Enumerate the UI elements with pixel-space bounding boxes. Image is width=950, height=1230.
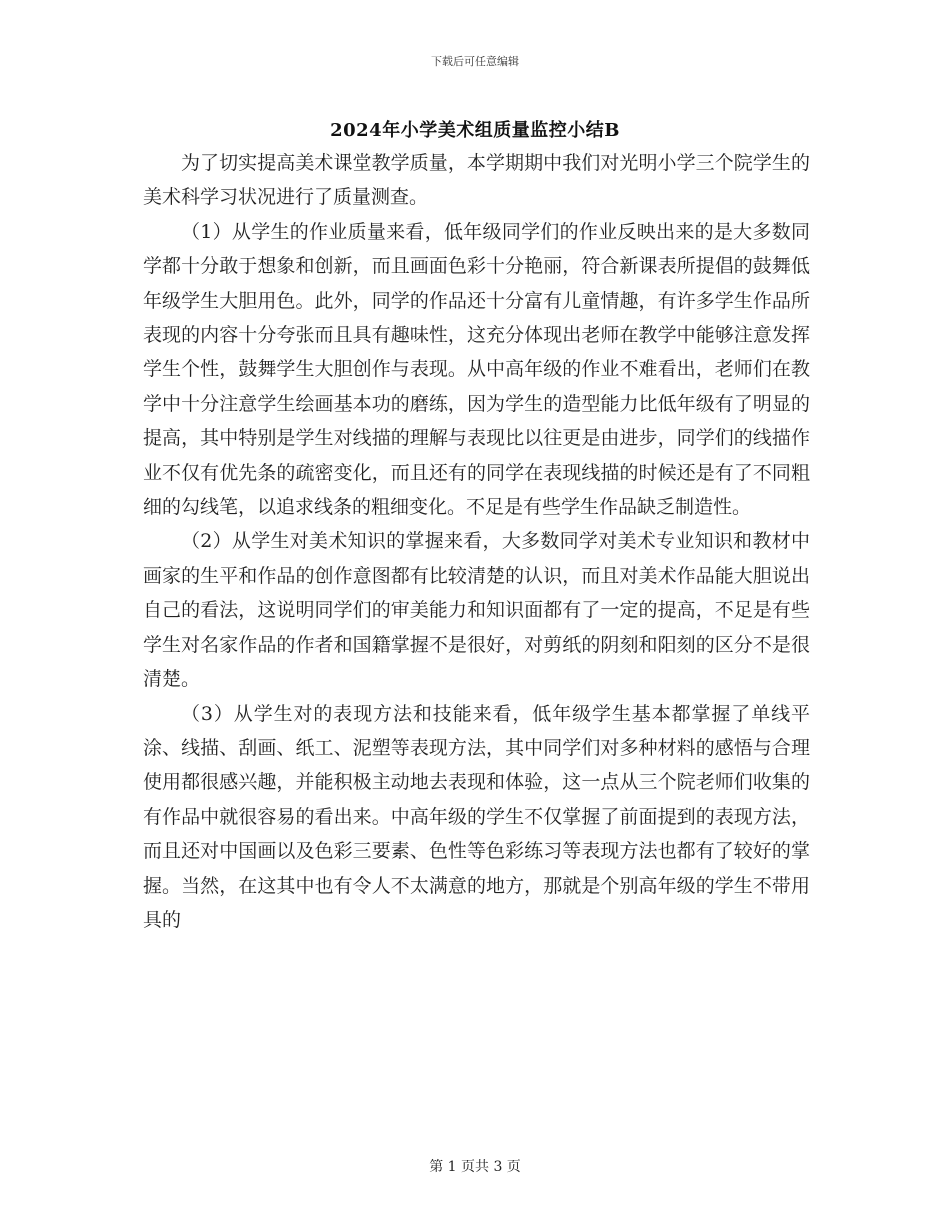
page-indicator: 第 1 页共 3 页 xyxy=(429,1159,521,1175)
paragraph-intro: 为了切实提高美术课堂教学质量，本学期期中我们对光明小学三个院学生的美术科学习状况进行了质量测查。 xyxy=(143,152,810,209)
paragraph-homework-quality: （1）从学生的作业质量来看，低年级同学们的作业反映出来的是大多数同学都十分敢于想象和创新，而且画面色彩十分艳丽，符合新课表所提倡的鼓舞低年级学生大胆用色。此外，同学的作品还十分富有儿童情趣，有许多学生作品所表现的内容十分夸张而且具有趣味性，这充分体现出老师在教学中能够注意发挥学生个性，鼓舞学生大胆创作与表现。从中高年级的作业不难看出，老师们在教学中十分注意学生绘画基本功的磨练，因为学生的造型能力比低年级有了明显的提高，其中特别是学生对线描的理解与表现比以往更是由进步，同学们的线描作业不仅有优先条的疏密变化，而且还有的同学在表现线描的时候还是有了不同粗细的勾线笔，以追求线条的粗细变化。不足是有些学生作品缺乏制造性。 xyxy=(143,220,810,519)
document-body xyxy=(143,146,810,937)
header-note: 下载后可任意编辑 xyxy=(431,55,519,68)
paragraph-art-knowledge: （2）从学生对美术知识的掌握来看，大多数同学对美术专业知识和教材中画家的生平和作品的创作意图都有比较清楚的认识，而且对美术作品能大胆说出自己的看法，这说明同学们的审美能力和知识面都有了一定的提高，不足是有些学生对名家作品的作者和国籍掌握不是很好，对剪纸的阴刻和阳刻的区分不是很清楚。 xyxy=(143,530,810,691)
paragraph-techniques: （3）从学生对的表现方法和技能来看，低年级学生基本都掌握了单线平涂、线描、刮画、纸工、泥塑等表现方法，其中同学们对多种材料的感悟与合理使用都很感兴趣，并能积极主动地去表现和体验，这一点从三个院老师们收集的有作品中就很容易的看出来。中高年级的学生不仅掌握了前面提到的表现方法，而且还对中国画以及色彩三要素、色性等色彩练习等表现方法也都有了较好的掌握。当然，在这其中也有令人不太满意的地方，那就是个别高年级的学生不带用具的 xyxy=(143,702,810,931)
document-title: 2024年小学美术组质量监控小结B xyxy=(330,120,620,141)
